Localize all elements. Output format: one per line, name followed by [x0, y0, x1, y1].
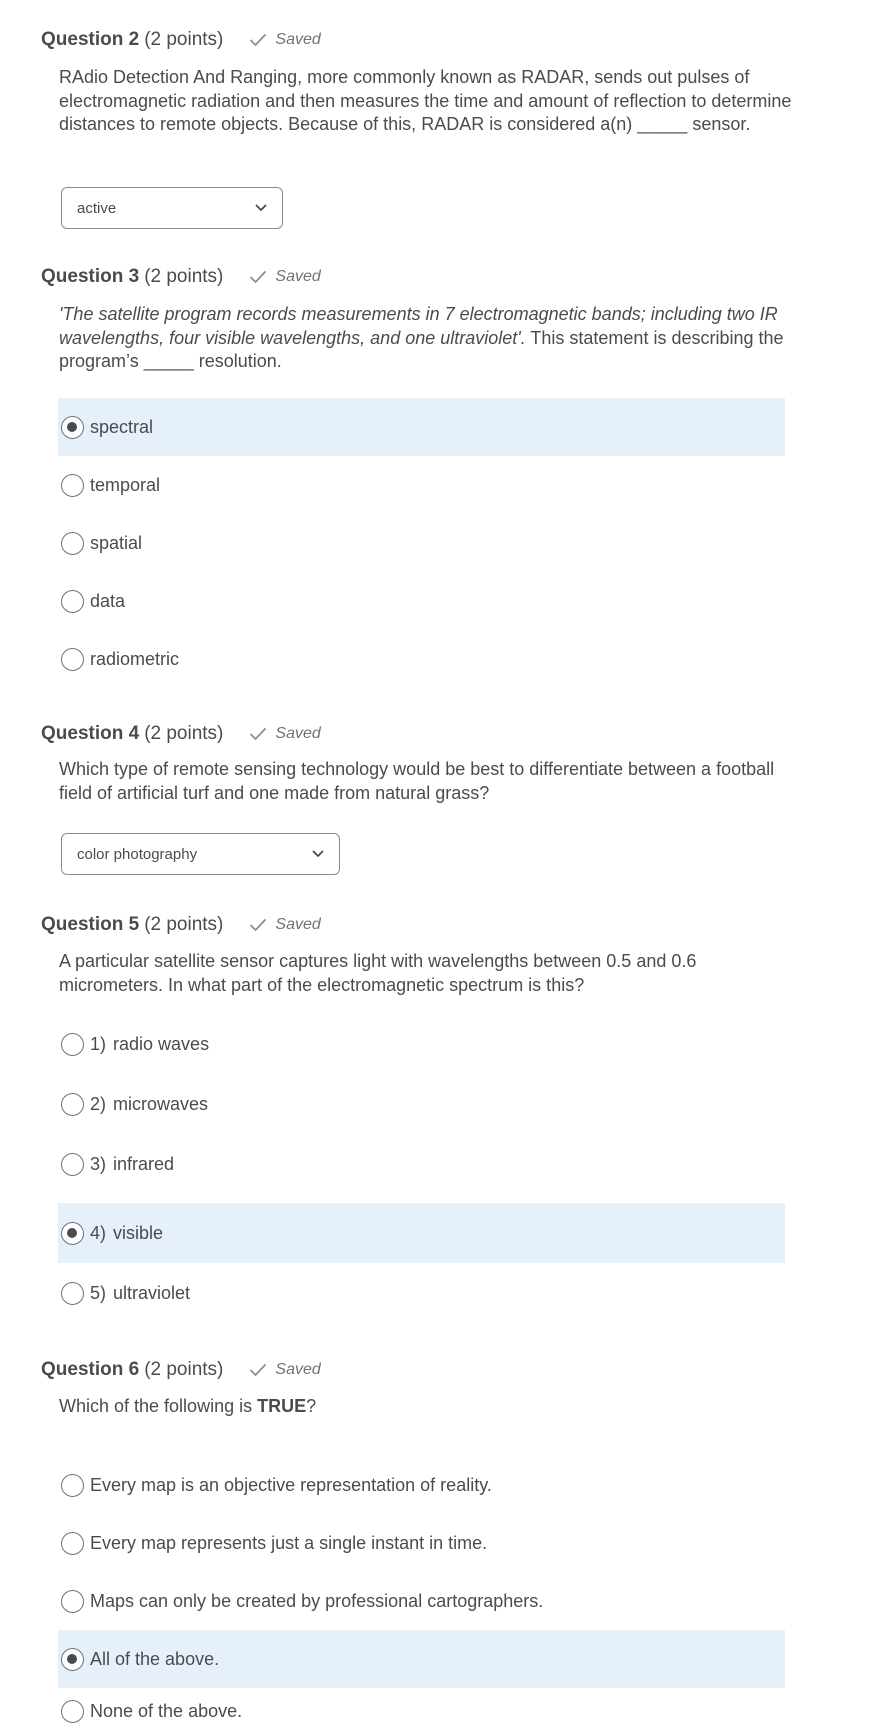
- saved-label: Saved: [275, 268, 321, 285]
- question-text-rest: This statement is describing the program’s _____ resolution.: [59, 327, 784, 371]
- saved-status: [249, 916, 320, 934]
- radio-button[interactable]: [61, 1153, 84, 1176]
- option-microwaves[interactable]: [58, 1074, 785, 1134]
- question-points: (2 points): [144, 723, 224, 744]
- question-5-header: [41, 910, 321, 940]
- option-number: 4): [90, 1222, 107, 1243]
- question-4-header: [41, 719, 321, 749]
- option-label: temporal: [90, 474, 161, 495]
- option-temporal[interactable]: [58, 456, 785, 514]
- option-professional-cartographers[interactable]: [58, 1572, 785, 1630]
- radio-button[interactable]: [61, 1700, 84, 1723]
- radio-button[interactable]: [61, 1532, 84, 1555]
- check-icon: [249, 33, 267, 47]
- option-number: 3): [90, 1153, 107, 1174]
- question-text-before: Which of the following is: [59, 1396, 258, 1416]
- option-label: All of the above.: [90, 1648, 220, 1669]
- option-number: 1): [90, 1033, 107, 1054]
- check-icon: [249, 1363, 267, 1377]
- option-label: Every map is an objective representation of reality.: [90, 1474, 492, 1495]
- question-title: Question 2: [41, 29, 140, 50]
- option-data[interactable]: [58, 572, 785, 630]
- option-ultraviolet[interactable]: [58, 1263, 785, 1323]
- question-text-after: ?: [306, 1396, 317, 1416]
- option-spatial[interactable]: [58, 514, 785, 572]
- question-2-header: [41, 25, 321, 55]
- option-label: Maps can only be created by professional cartographers.: [90, 1590, 544, 1611]
- chevron-down-icon: [255, 204, 267, 212]
- option-label: ultraviolet: [113, 1282, 191, 1303]
- option-single-instant[interactable]: [58, 1514, 785, 1572]
- option-spectral[interactable]: [58, 398, 785, 456]
- option-all-of-the-above[interactable]: [58, 1630, 785, 1688]
- option-number: 5): [90, 1282, 107, 1303]
- question-title: Question 3: [41, 266, 140, 287]
- option-objective-representation[interactable]: [58, 1456, 785, 1514]
- radio-button[interactable]: [61, 1033, 84, 1056]
- option-number: 2): [90, 1093, 107, 1114]
- chevron-down-icon: [312, 850, 324, 858]
- radio-button-selected[interactable]: [61, 1648, 84, 1671]
- question-text: [59, 1395, 794, 1419]
- saved-status: [249, 1361, 320, 1379]
- option-label: radiometric: [90, 648, 180, 669]
- option-none-of-the-above[interactable]: [58, 1688, 785, 1734]
- option-label: None of the above.: [90, 1700, 243, 1721]
- question-title: Question 4: [41, 723, 140, 744]
- radio-button[interactable]: [61, 1093, 84, 1116]
- saved-label: Saved: [275, 916, 321, 933]
- question-points: (2 points): [144, 29, 224, 50]
- radio-button-selected[interactable]: [61, 1222, 84, 1245]
- question-points: (2 points): [144, 1359, 224, 1380]
- question-text: [59, 303, 794, 374]
- saved-status: [249, 268, 320, 286]
- check-icon: [249, 727, 267, 741]
- question-6-header: [41, 1355, 321, 1385]
- question-text-emphasis: TRUE: [257, 1396, 307, 1416]
- option-label: Every map represents just a single instant in time.: [90, 1532, 488, 1553]
- answer-dropdown[interactable]: [61, 833, 340, 875]
- question-points: (2 points): [144, 266, 224, 287]
- question-title: Question 6: [41, 1359, 140, 1380]
- saved-status: [249, 31, 320, 49]
- option-label: microwaves: [113, 1093, 209, 1114]
- saved-label: Saved: [275, 31, 321, 48]
- question-points: (2 points): [144, 914, 224, 935]
- saved-status: [249, 725, 320, 743]
- dropdown-value: active: [77, 199, 117, 217]
- option-label: spatial: [90, 532, 143, 553]
- check-icon: [249, 918, 267, 932]
- option-visible[interactable]: [58, 1203, 785, 1263]
- option-radiometric[interactable]: [58, 630, 785, 688]
- option-label: infrared: [113, 1153, 175, 1174]
- check-icon: [249, 270, 267, 284]
- question-title: Question 5: [41, 914, 140, 935]
- option-label: radio waves: [113, 1033, 210, 1054]
- option-radio-waves[interactable]: [58, 1014, 785, 1074]
- option-infrared[interactable]: [58, 1134, 785, 1194]
- radio-button[interactable]: [61, 1474, 84, 1497]
- radio-button[interactable]: [61, 1282, 84, 1305]
- option-label: visible: [113, 1222, 164, 1243]
- question-quote: 'The satellite program records measurements in 7 electromagnetic bands; including two IR wavelengths, four visible wavelengths, and one ultraviolet'.: [59, 304, 778, 348]
- option-label: spectral: [90, 416, 154, 437]
- radio-button[interactable]: [61, 648, 84, 671]
- answer-dropdown[interactable]: [61, 187, 283, 229]
- radio-button[interactable]: [61, 1590, 84, 1613]
- question-text: Which type of remote sensing technology would be best to differentiate between a football field of artificial turf and one made from natural grass?: [59, 759, 775, 803]
- radio-button-selected[interactable]: [61, 416, 84, 439]
- question-text: A particular satellite sensor captures light with wavelengths between 0.5 and 0.6 micrometers. In what part of the electromagnetic spectrum is this?: [59, 951, 697, 995]
- option-label: data: [90, 590, 126, 611]
- question-3-header: [41, 262, 321, 292]
- radio-button[interactable]: [61, 474, 84, 497]
- saved-label: Saved: [275, 725, 321, 742]
- radio-button[interactable]: [61, 590, 84, 613]
- dropdown-value: color photography: [77, 845, 198, 863]
- saved-label: Saved: [275, 1361, 321, 1378]
- radio-button[interactable]: [61, 532, 84, 555]
- question-text: RAdio Detection And Ranging, more commonly known as RADAR, sends out pulses of electromagnetic radiation and then measures the time and amount of reflection to determine distances to remote objects. Because of this, RADAR is considered a(n) _____ sensor.: [59, 67, 792, 134]
